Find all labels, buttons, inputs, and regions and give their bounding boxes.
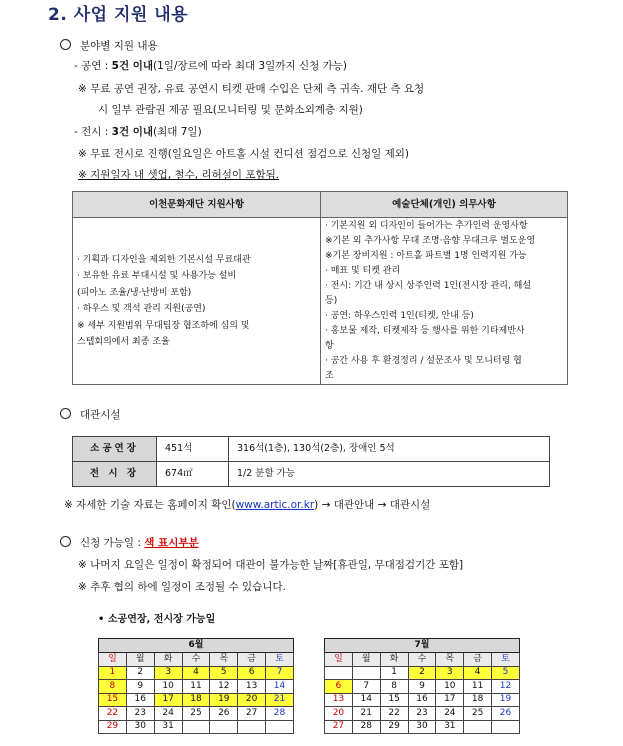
calendar-week [325, 666, 520, 680]
calendar-day: 17 [436, 693, 464, 707]
calendar-week [325, 680, 520, 694]
facility-label: 전 시 장 [73, 462, 157, 487]
setup-note-text: 지원일자 내 셋업, 철수, 리허설이 포함됨. [86, 169, 280, 181]
calendar-weekday: 토 [492, 653, 520, 667]
calendar-day: 17 [154, 693, 182, 707]
facility-value: 451석 [157, 437, 229, 462]
calendar-day: 11 [182, 680, 210, 694]
circle-bullet-icon [60, 536, 71, 547]
calendar-day: 28 [266, 707, 294, 721]
calendar-day [352, 666, 380, 680]
support-item: · 보유한 유료 부대시설 및 사용가능 설비 [77, 271, 237, 281]
calendar-day: 5 [492, 666, 520, 680]
highlight-label: 색 표시부분 [144, 537, 199, 549]
exhibition-prefix: - 전시 : [74, 126, 112, 138]
calendar-day: 26 [210, 707, 238, 721]
performance-prefix: - 공연 : [74, 60, 112, 72]
calendar-day: 4 [464, 666, 492, 680]
calendar-day: 21 [266, 693, 294, 707]
calendar-day: 15 [380, 693, 408, 707]
calendar-day [325, 666, 353, 680]
calendar-weekday: 월 [126, 653, 154, 667]
calendar-day: 30 [408, 720, 436, 734]
calendar-day: 8 [99, 680, 127, 694]
calendar-day: 6 [238, 666, 266, 680]
obligation-item: · 홍보물 제작, 티켓제작 등 행사를 위한 기타제반사 [325, 326, 525, 336]
obligation-item: 등) [325, 296, 338, 306]
circle-bullet-icon [60, 39, 71, 50]
calendar-day: 29 [380, 720, 408, 734]
calendar-day: 16 [126, 693, 154, 707]
calendar-weekday: 토 [266, 653, 294, 667]
obligation-item: 조 [325, 371, 334, 381]
support-col2-header: 예술단체(개인) 의무사항 [321, 192, 568, 218]
calendar-week [325, 720, 520, 734]
dates-note-1: ※ 나머지 요일은 일정이 확정되어 대관이 불가능한 날짜[휴관일, 무대점검기간 포함] [78, 559, 464, 571]
calendar-day: 21 [352, 707, 380, 721]
calendar-week [325, 693, 520, 707]
calendar-weekday: 수 [408, 653, 436, 667]
calendar-day: 10 [154, 680, 182, 694]
facility-note [64, 499, 430, 512]
section-heading-text: 분야별 지원 내용 [80, 40, 158, 52]
calendar-weekday: 화 [380, 653, 408, 667]
support-item: · 하우스 및 객석 관리 지원(공연) [77, 304, 206, 314]
calendar-day: 18 [182, 693, 210, 707]
obligation-item: · 공간 사용 후 환경정리 / 설문조사 및 모니터링 협 [325, 356, 522, 366]
calendar-day: 3 [436, 666, 464, 680]
calendar-weekday: 월 [352, 653, 380, 667]
facility-label: 소공연장 [73, 437, 157, 462]
calendar-day: 31 [436, 720, 464, 734]
calendar-day: 27 [325, 720, 353, 734]
calendar-day: 29 [99, 720, 127, 734]
facility-note-prefix: ※ 자세한 기술 자료는 홈페이지 확인( [64, 499, 236, 511]
calendar-day: 7 [266, 666, 294, 680]
support-item: · 기획과 디자인을 제외한 기본시설 무료대관 [77, 254, 251, 265]
calendar-day: 24 [154, 707, 182, 721]
calendar-weekday: 일 [99, 653, 127, 667]
section-heading-text: 대관시설 [80, 409, 121, 421]
calendar-day: 22 [380, 707, 408, 721]
calendar-day: 13 [325, 693, 353, 707]
calendar-day [492, 720, 520, 734]
calendar-day: 25 [464, 707, 492, 721]
calendar-day: 12 [210, 680, 238, 694]
calendar-week [99, 680, 294, 694]
facility-detail: 316석(1층), 130석(2층), 장애인 5석 [229, 437, 550, 462]
facility-table [72, 436, 550, 487]
calendar-day: 26 [492, 707, 520, 721]
calendar-day: 5 [210, 666, 238, 680]
performance-detail: (1일/장르에 따라 최대 3일까지 신청 가능) [153, 60, 347, 72]
calendar-day: 30 [126, 720, 154, 734]
homepage-link[interactable]: www.artic.or.kr [235, 499, 315, 511]
support-item: (피아노 조율/냉·난방비 포함) [77, 287, 192, 298]
calendar-day: 13 [238, 680, 266, 694]
calendar-day: 19 [492, 693, 520, 707]
calendar-day: 23 [408, 707, 436, 721]
calendar-day: 6 [325, 680, 353, 694]
calendar-day: 1 [380, 666, 408, 680]
calendar-week [325, 707, 520, 721]
section-heading-text: 신청 가능일 : [80, 537, 145, 549]
table-row [73, 462, 550, 487]
calendar-day: 3 [154, 666, 182, 680]
calendar-day: 4 [182, 666, 210, 680]
support-col1-cell [73, 218, 321, 385]
calendar-weekday: 금 [238, 653, 266, 667]
support-item: 스탭회의에서 최종 조율 [77, 337, 170, 347]
dates-note-2: ※ 추후 협의 하에 일정이 조정될 수 있습니다. [78, 581, 286, 593]
calendar-day: 7 [352, 680, 380, 694]
obligation-item: ※기본 장비지원 : 아트홀 파트별 1명 인력지원 가능 [325, 251, 527, 261]
exhibition-note: ※ 무료 전시로 진행(일요일은 아트홀 시설 컨디션 점검으로 신청일 제외) [78, 148, 410, 160]
exhibition-detail: (최대 7일) [153, 126, 202, 138]
calendar-day [238, 720, 266, 734]
obligation-item: · 전시: 기간 내 상시 상주인력 1인(전시장 관리, 해설 [325, 281, 532, 291]
setup-note-mark: ※ [78, 169, 87, 181]
calendar-day: 12 [492, 680, 520, 694]
calendar-day: 15 [99, 693, 127, 707]
support-table [72, 191, 568, 385]
support-col1-header: 이천문화재단 지원사항 [73, 192, 321, 218]
exhibition-limit: 3건 이내 [111, 126, 154, 138]
obligation-item: · 기본지원 외 디자인이 들어가는 추가인력 운영사항 [325, 221, 528, 231]
calendar-weekday: 금 [464, 653, 492, 667]
performance-note-1: ※ 무료 공연 권장, 유료 공연시 티켓 판매 수입은 단체 측 귀속. 재단 측 요청 [78, 83, 425, 95]
calendar-day: 2 [126, 666, 154, 680]
circle-bullet-icon [60, 408, 71, 419]
support-col2-cell [321, 218, 568, 385]
calendar-day: 10 [436, 680, 464, 694]
calendar-day: 16 [408, 693, 436, 707]
facility-value: 674㎡ [157, 462, 229, 487]
section-heading-facility [60, 408, 121, 422]
calendar-day: 23 [126, 707, 154, 721]
calendar-day: 20 [325, 707, 353, 721]
calendar-day [266, 720, 294, 734]
calendar-day: 14 [352, 693, 380, 707]
calendar-day: 20 [238, 693, 266, 707]
calendar-day [464, 720, 492, 734]
table-row [73, 437, 550, 462]
obligation-item: ※기본 외 추가사항 무대 조명·음향 무대크루 별도운영 [325, 236, 536, 246]
calendar-day [182, 720, 210, 734]
calendar-day: 9 [126, 680, 154, 694]
performance-line [74, 60, 347, 73]
section-heading-dates [60, 536, 199, 550]
calendar-day: 28 [352, 720, 380, 734]
calendar-july [324, 638, 520, 734]
calendar-month-title: 7월 [325, 639, 520, 653]
calendar-day: 27 [238, 707, 266, 721]
facility-detail: 1/2 분할 가능 [229, 462, 550, 487]
calendar-day: 11 [464, 680, 492, 694]
support-item: ※ 세부 지원범위 무대팀장 협조하에 심의 및 [77, 320, 250, 331]
calendar-day: 25 [182, 707, 210, 721]
section-heading-support [60, 39, 158, 53]
calendar-day: 18 [464, 693, 492, 707]
obligation-item: · 공연: 하우스인력 1인(티켓, 안내 등) [325, 311, 474, 321]
calendar-week [99, 707, 294, 721]
calendar-weekday: 수 [182, 653, 210, 667]
calendar-week [99, 720, 294, 734]
performance-limit: 5건 이내 [111, 60, 154, 72]
calendar-day: 14 [266, 680, 294, 694]
calendar-week [99, 693, 294, 707]
obligation-item: 항 [325, 341, 334, 351]
calendar-day: 1 [99, 666, 127, 680]
calendar-weekday: 화 [154, 653, 182, 667]
calendar-day: 19 [210, 693, 238, 707]
setup-note [78, 169, 279, 182]
calendar-caption: • 소공연장, 전시장 가능일 [98, 614, 216, 625]
calendar-day: 2 [408, 666, 436, 680]
facility-note-suffix: ) → 대관안내 → 대관시설 [314, 499, 431, 511]
calendar-day: 9 [408, 680, 436, 694]
calendar-day [210, 720, 238, 734]
calendar-week [99, 666, 294, 680]
calendar-june [98, 638, 294, 734]
exhibition-line [74, 126, 202, 139]
performance-note-2: 시 일부 관람권 제공 필요(모니터링 및 문화소외계층 지원) [98, 104, 363, 116]
calendar-weekday: 목 [210, 653, 238, 667]
page-title: 2. 사업 지원 내용 [48, 5, 189, 25]
calendar-month-title: 6월 [99, 639, 294, 653]
calendar-day: 31 [154, 720, 182, 734]
calendar-day: 8 [380, 680, 408, 694]
calendar-weekday: 목 [436, 653, 464, 667]
calendar-day: 24 [436, 707, 464, 721]
obligation-item: · 매표 및 티켓 관리 [325, 266, 401, 276]
calendar-weekday: 일 [325, 653, 353, 667]
calendar-day: 22 [99, 707, 127, 721]
